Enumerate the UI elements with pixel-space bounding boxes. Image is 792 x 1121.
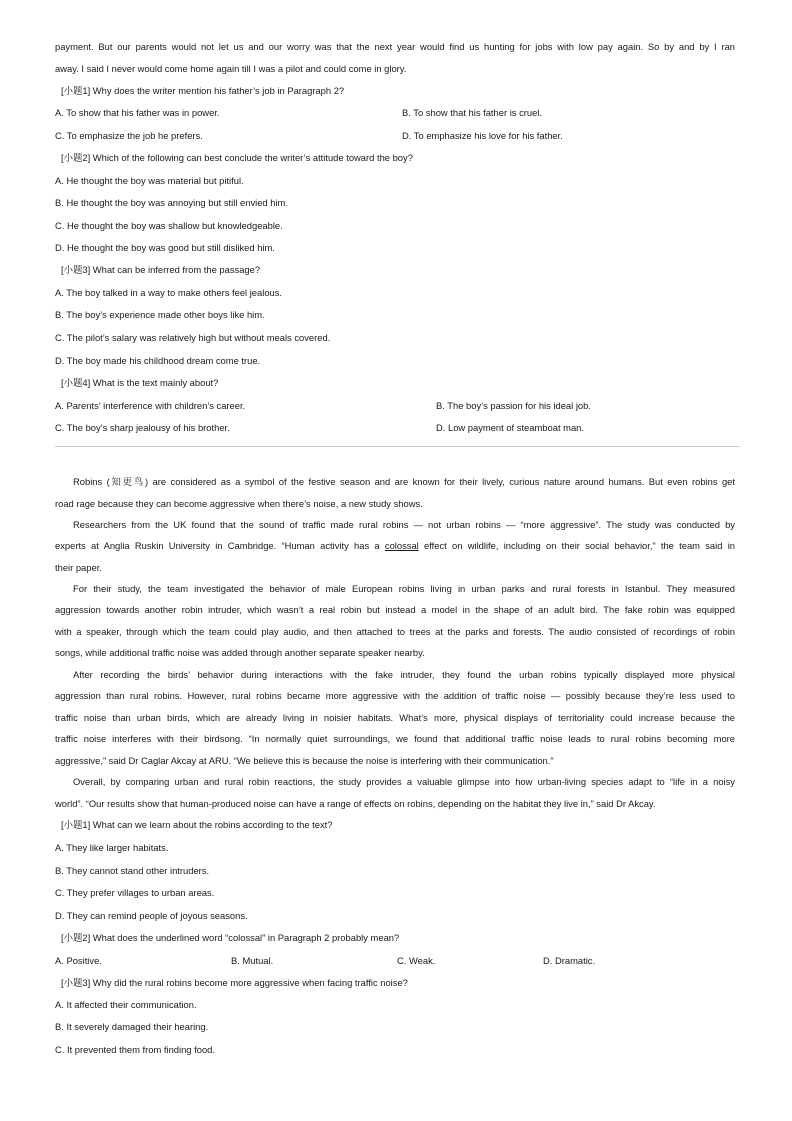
- question-stem: [小题4] What is the text mainly about?: [61, 377, 219, 388]
- passage-line: Overall, by comparing urban and rural robin reactions, the study provides a valuable glimpse into how urban-living species adapt to “life in a noisy: [73, 776, 735, 787]
- passage-line: aggression than rural robins. However, rural robins became more aggressive with the addition of traffic noise — possibly because they’re less used to: [55, 690, 735, 701]
- passage-line: Robins (知更鸟) are considered as a symbol of the festive season and are known for their lively, curious nature around humans. But even robins get: [73, 476, 735, 487]
- passage-line: [55, 540, 735, 552]
- passage-line: traffic noise than urban birds, which are already living in noisier habitats. What’s more, physical displays of territoriality could increase because the: [55, 712, 735, 723]
- passage-line: Researchers from the UK found that the sound of traffic made rural robins — not urban robins — “more aggressive”. The study was conducted by: [73, 519, 735, 530]
- passage-line: road rage because they can become aggressive when there’s noise, a new study shows.: [55, 498, 423, 509]
- passage-line: After recording the birds’ behavior during interactions with the fake intruder, they found the urban robins typically displayed more physical: [73, 669, 735, 680]
- option-a: A. Parents’ interference with children’s career.: [55, 400, 246, 411]
- option-c: C. To emphasize the job he prefers.: [55, 130, 203, 141]
- passage-line: traffic noise interferes with their birdsong. “In normally quiet surroundings, we found that additional traffic noise leads to rural robins becoming more: [55, 733, 735, 744]
- option-c: C. It prevented them from finding food.: [55, 1044, 215, 1055]
- option-c: C. The boy’s sharp jealousy of his brother.: [55, 422, 230, 433]
- passage-line: world”. “Our results show that human-produced noise can have a range of effects on robins, depending on the habitat they live in,” said Dr Akcay.: [55, 798, 656, 809]
- option-d: D. They can remind people of joyous seasons.: [55, 910, 248, 921]
- question-stem: [小题1] What can we learn about the robins according to the text?: [61, 819, 333, 830]
- option-d: D. Low payment of steamboat man.: [436, 422, 584, 433]
- passage-text: experts at Anglia Ruskin University in Cambridge. “Human activity has a: [55, 540, 385, 551]
- option-c: C. He thought the boy was shallow but knowledgeable.: [55, 220, 283, 231]
- question-stem: [小题2] Which of the following can best conclude the writer’s attitude toward the boy?: [61, 152, 413, 163]
- option-c: C. They prefer villages to urban areas.: [55, 887, 215, 898]
- passage-text: effect on wildlife, including on their social behavior,” the team said in: [418, 540, 735, 551]
- question-stem: [小题3] What can be inferred from the passage?: [61, 264, 261, 275]
- option-d: D. The boy made his childhood dream come true.: [55, 355, 261, 366]
- passage-line: For their study, the team investigated the behavior of male European robins living in urban parks and rural forests in Istanbul. They measured: [73, 583, 735, 594]
- passage-line: aggressive,” said Dr Caglar Akcay at ARU. “We believe this is because the noise is interfering with their communication.”: [55, 755, 554, 766]
- passage-line: songs, while additional traffic noise was added through another separate speaker nearby.: [55, 647, 425, 658]
- passage-line: away. I said I never would come home again till I was a pilot and could come in glory.: [55, 63, 407, 74]
- passage-line: with a speaker, through which the team could play audio, and then attached to trees at the parks and forests. The audio consisted of recordings of robin: [55, 626, 735, 637]
- passage-line: aggression towards another robin intruder, which wasn’t a real robin but instead a model in the shape of an adult bird. The fake robin was equipped: [55, 604, 735, 615]
- passage-line: their paper.: [55, 562, 102, 573]
- option-a: A. Positive.: [55, 955, 102, 966]
- option-d: D. To emphasize his love for his father.: [402, 130, 563, 141]
- passage-line: payment. But our parents would not let us and our worry was that the next year would find us hunting for jobs with low pay again. So by and by I ran: [55, 41, 735, 52]
- option-b: B. The boy’s passion for his ideal job.: [436, 400, 591, 411]
- option-b: B. It severely damaged their hearing.: [55, 1021, 209, 1032]
- option-a: A. He thought the boy was material but pitiful.: [55, 175, 244, 186]
- option-d: D. Dramatic.: [543, 955, 596, 966]
- option-b: B. They cannot stand other intruders.: [55, 865, 210, 876]
- option-c: C. The pilot’s salary was relatively high but without meals covered.: [55, 332, 331, 343]
- section-divider: [55, 446, 740, 447]
- option-b: B. Mutual.: [231, 955, 274, 966]
- option-b: B. To show that his father is cruel.: [402, 107, 542, 118]
- question-stem: [小题2] What does the underlined word “colossal” in Paragraph 2 probably mean?: [61, 932, 400, 943]
- question-stem: [小题3] Why did the rural robins become more aggressive when facing traffic noise?: [61, 977, 408, 988]
- option-a: A. To show that his father was in power.: [55, 107, 220, 118]
- question-stem: [小题1] Why does the writer mention his father’s job in Paragraph 2?: [61, 85, 345, 96]
- underlined-word: colossal: [384, 540, 419, 551]
- option-a: A. They like larger habitats.: [55, 842, 169, 853]
- option-a: A. It affected their communication.: [55, 999, 197, 1010]
- option-b: B. The boy’s experience made other boys like him.: [55, 309, 265, 320]
- option-d: D. He thought the boy was good but still disliked him.: [55, 242, 275, 253]
- option-b: B. He thought the boy was annoying but still envied him.: [55, 197, 288, 208]
- option-a: A. The boy talked in a way to make others feel jealous.: [55, 287, 283, 298]
- option-c: C. Weak.: [397, 955, 436, 966]
